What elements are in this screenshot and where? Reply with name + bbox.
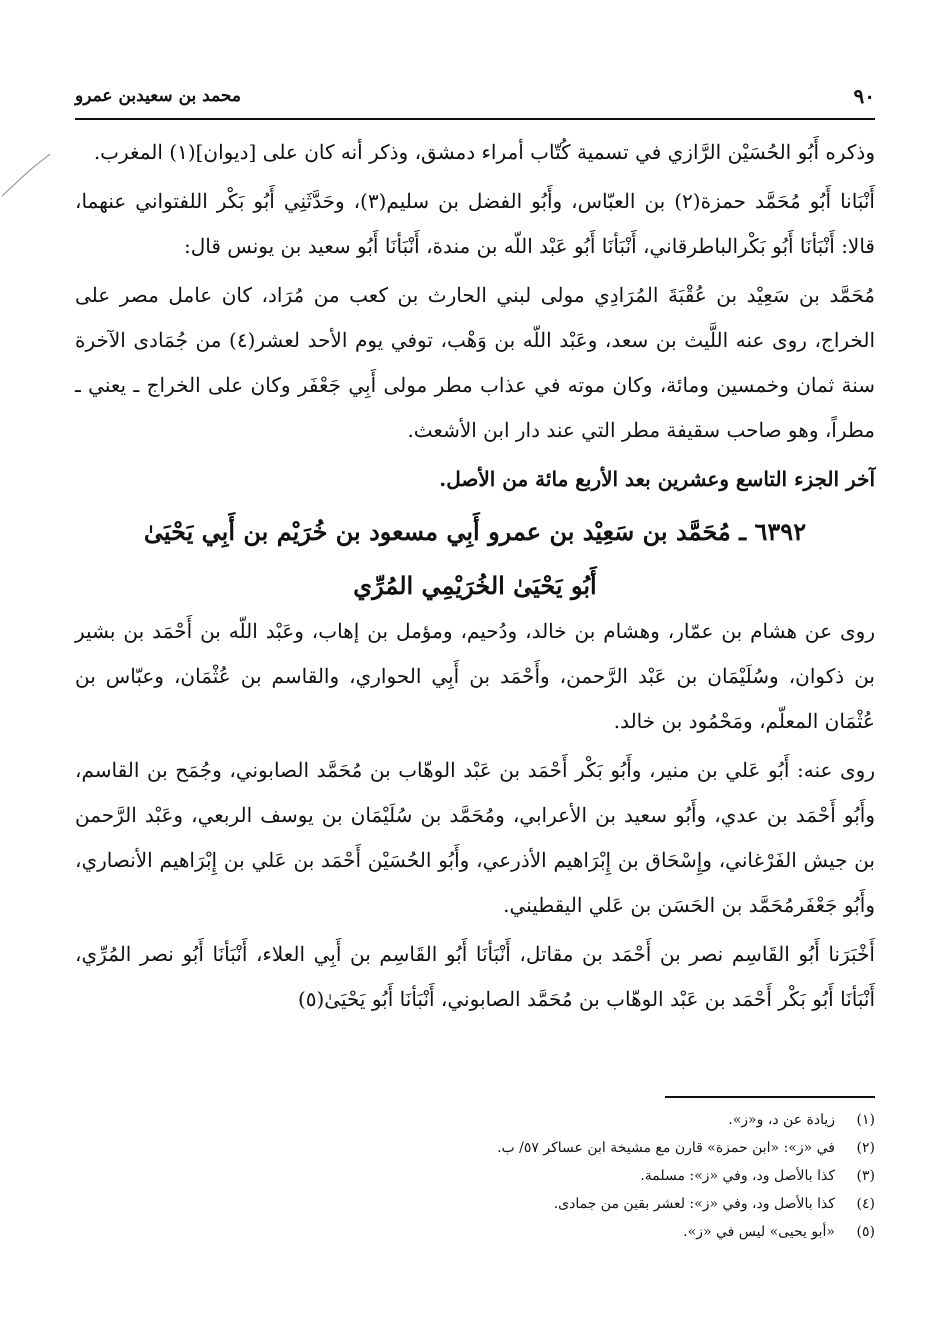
footnote-text: في «ز»: «ابن حمزة» قارن مع مشيخة ابن عساكر ٥٧/ ب.: [497, 1140, 835, 1156]
paragraph: روى عنه: أَبُو عَلي بن منير، وأَبُو بَكْر أَحْمَد بن عَبْد الوهّاب بن مُحَمَّد الصابوني، وجُمَح بن القاسم، وأَبُو أَحْمَد بن عدي، وأَبُو سعيد بن الأعرابي، ومُحَمَّد بن سُلَيْمَان بن يوسف الربعي، وعَبْد الرَّحمن بن جيش الفَرْغاني، وإِسْحَاق بن إِبْرَاهيم الأذرعي، وأَبُو الحُسَيْن أَحْمَد بن عَلي بن إِبْرَاهيم الأنصاري، وأَبُو جَعْفَرمُحَمَّد بن الحَسَن بن عَلي اليقطيني.: [75, 758, 875, 917]
footnote-text: كذا بالأصل ود، وفي «ز»: لعشر بقين من جمادى.: [553, 1196, 835, 1212]
page-number: ٩٠: [853, 84, 875, 108]
footnote-number: (٤): [856, 1196, 875, 1212]
footnote-text: كذا بالأصل ود، وفي «ز»: مسلمة.: [640, 1168, 835, 1184]
footnote-number: (٢): [856, 1140, 875, 1156]
main-text: [75, 130, 875, 1022]
entry-title-line-1: ٦٣٩٢ ـ مُحَمَّد بن سَعِيْد بن عمرو أَبِي مسعود بن خُرَيْم بن أَبِي يَحْيَىٰ: [143, 517, 807, 546]
page-header: [75, 78, 875, 120]
footnote-number: (٥): [856, 1224, 875, 1240]
paragraph: وذكره أَبُو الحُسَيْن الرَّازي في تسمية كُتّاب أمراء دمشق، وذكر أنه كان على [ديوان](١) المغرب.: [93, 140, 875, 164]
margin-scribble: [0, 150, 60, 200]
paragraph: روى عن هشام بن عمّار، وهشام بن خالد، ودُحيم، ومؤمل بن إهاب، وعَبْد اللّه بن أَحْمَد بن بشير بن ذكوان، وسُلَيْمَان بن عَبْد الرَّحمن، وأَحْمَد بن أَبِي الحواري، والقاسم بن عُثْمَان، وعبّاس بن عُثْمَان المعلّم، ومَحْمُود بن خالد.: [75, 619, 875, 733]
footnote-number: (١): [856, 1112, 875, 1128]
entry-title-line-2: أَبُو يَحْيَىٰ الخُرَيْمِي المُرِّي: [353, 571, 597, 600]
end-of-part-note: آخر الجزء التاسع وعشرين بعد الأربع مائة من الأصل.: [439, 467, 875, 491]
footnote-text: «أبو يحيى» ليس في «ز».: [683, 1224, 835, 1240]
footnote-text: زيادة عن د، و«ز».: [728, 1112, 835, 1128]
paragraph: أَخْبَرَنا أَبُو القَاسِم نصر بن أَحْمَد بن مقاتل، أَنْبَأنَا أَبُو القَاسِم بن أَبِي العلاء، أَنْبَأنَا أَبُو نصر المُرِّي، أَنْبَأنَا أَبُو بَكْر أَحْمَد بن عَبْد الوهّاب بن مُحَمَّد الصابوني، أَنْبَأنَا أَبُو يَحْيَىٰ(٥): [75, 942, 875, 1011]
page: [75, 78, 875, 1298]
running-title: محمد بن سعيدبن عمرو: [75, 86, 241, 106]
footnote-number: (٣): [856, 1168, 875, 1184]
paragraph: مُحَمَّد بن سَعِيْد بن عُقْبَةَ المُرَادِي مولى لبني الحارث بن كعب من مُرَاد، كان عامل مصر على الخراج، روى عنه اللَّيث بن سعد، وعَبْد اللّه بن وَهْب، توفي يوم الأحد لعشر(٤) من جُمَادى الآخرة سنة ثمان وخمسين ومائة، وكان موته في عذاب مطر مولى أَبِي جَعْفَر وكان على الخراج ـ يعني ـ مطراً، وهو صاحب سقيفة مطر التي عند دار ابن الأشعث.: [75, 283, 875, 442]
paragraph: أَنْبَانا أَبُو مُحَمَّد حمزة(٢) بن العبّاس، وأَبُو الفضل بن سليم(٣)، وحَدَّثَنِي أَبُو بَكْر اللفتواني عنهما، قالا: أَنْبَأنَا أَبُو بَكْرالباطرقاني، أَنْبَأنَا أَبُو عَبْد اللّه بن مندة، أَنْبَأنَا أَبُو سعيد بن يونس قال:: [75, 189, 875, 258]
